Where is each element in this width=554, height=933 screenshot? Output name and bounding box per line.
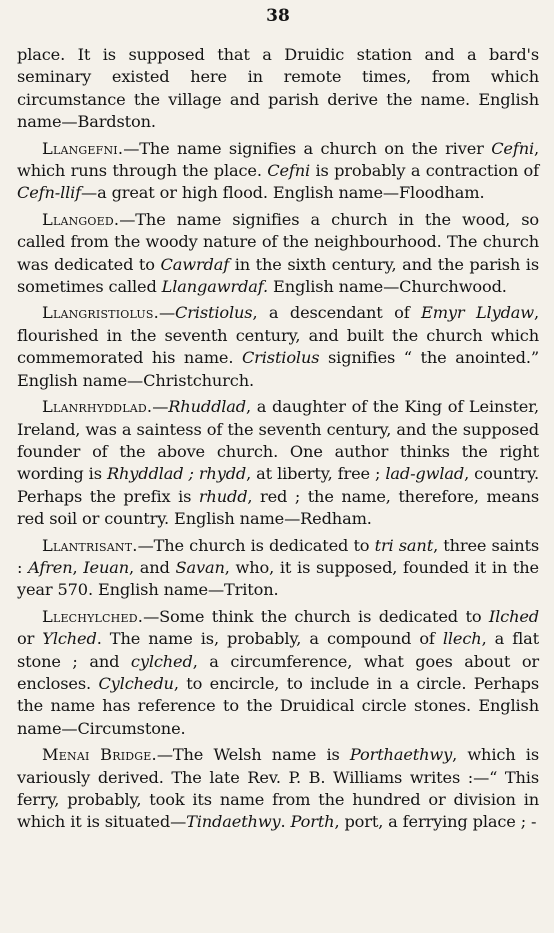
book-page [17, 0, 539, 933]
entry-text: —a great or high flood. English name—Floodham. [81, 183, 485, 203]
entry-text: —The Welsh name is [156, 745, 350, 765]
entry-text: , and [129, 557, 176, 577]
entry-text: —The name signifies a church in the wood, so called from the woody nature of the neighbourhood. The church was dedicated to [17, 209, 539, 274]
place-name-heading: Menai Bridge. [42, 745, 157, 765]
italic-term: cylched [130, 651, 193, 671]
italic-term: Ilched [488, 606, 539, 626]
italic-term: tri sant [374, 535, 434, 555]
place-name-heading: Llangefni. [42, 138, 124, 158]
italic-term: Llangawrdaf. [161, 277, 269, 297]
page-number: 38 [266, 6, 290, 26]
entry-text: —The church is dedicated to [137, 535, 375, 555]
italic-term: Porth [290, 812, 335, 832]
place-name-heading: Llanrhyddlad. [42, 397, 153, 417]
place-name-heading: Llechylched. [42, 606, 144, 626]
italic-term: Rhuddlad [168, 397, 247, 417]
entry-text: , which runs through the place. [17, 138, 539, 181]
place-entry [17, 302, 539, 392]
italic-term: Cefn-llif [17, 183, 82, 203]
italic-term: rhudd [198, 486, 248, 506]
entry-text: , a daughter of the King of Leinster, Ireland, was a saintess of the seventh century, and the supposed founder of the above church. One author thinks the right wording is [17, 397, 539, 484]
place-name-heading: Llantrisant. [42, 535, 138, 555]
entry-text: — [152, 397, 169, 417]
italic-term: Cristiolus [174, 303, 253, 323]
entry-text: —The name signifies a church on the river [123, 138, 492, 158]
italic-term: Cefni [267, 161, 311, 181]
entry-text: in the sixth century, and the parish is sometimes called [17, 254, 539, 297]
entry-text: — [158, 303, 175, 323]
italic-term: Cawrdaf [160, 254, 230, 274]
place-entry [17, 209, 539, 299]
italic-term: Savan [175, 557, 225, 577]
entry-text: , a flat stone ; and [17, 629, 539, 671]
italic-term: Cefni [491, 138, 534, 158]
entry-text: , three saints : [17, 535, 539, 577]
place-entry [17, 535, 539, 602]
entry-text: , who, it is supposed, founded it in the year 570. English name—Triton. [17, 557, 539, 600]
place-entry [17, 744, 539, 834]
entry-text: , country. Perhaps the prefix is [17, 464, 539, 506]
entry-text: English name—Churchwood. [268, 277, 507, 297]
italic-term: Ieuan [83, 557, 129, 577]
entry-text: , port, a ferrying place ; - [334, 812, 537, 832]
italic-term: llech [442, 629, 482, 649]
entry-text: , red ; the name, therefore, means red soil or country. English name—Redham. [17, 486, 540, 529]
italic-term: lad-gwlad [385, 464, 465, 484]
italic-term: Rhyddlad ; rhydd [106, 464, 247, 484]
entry-text: . [280, 812, 291, 832]
entry-text: is probably a contraction of [310, 161, 539, 181]
entry-text: , a circumference, what goes about or encloses. [17, 651, 540, 693]
entry-text: , [72, 557, 84, 577]
entry-text: , a descendant of [252, 303, 422, 323]
entry-text: , which is variously derived. The late Rev. P. B. Williams writes :—“ This ferry, probably, took its name from the hundred or division in which it is situated— [17, 745, 539, 832]
place-entry [17, 138, 539, 205]
place-entry [17, 606, 539, 740]
italic-term: Afren [28, 557, 73, 577]
place-name-heading: Llangoed. [42, 209, 120, 229]
italic-term: Ylched [42, 629, 97, 649]
place-entry [17, 396, 539, 530]
italic-term: Cristiolus [241, 348, 320, 368]
entry-text: . The name is, probably, a compound of [96, 629, 443, 649]
entry-text: , to encircle, to include in a circle. Perhaps the name has reference to the Druidical circle stones. English name—Circumstone. [17, 673, 539, 738]
entry-text: or [17, 629, 43, 649]
italic-term: Cylchedu [98, 673, 174, 693]
italic-term: Porthaethwy [349, 745, 453, 765]
page-body [17, 44, 539, 838]
entry-text: signifies “ the anointed.” English name—Christchurch. [17, 348, 539, 390]
entry-text: , flourished in the seventh century, and built the church which commemorated his name. [17, 303, 539, 368]
italic-term: Tindaethwy [186, 812, 281, 832]
continuation-paragraph: place. It is supposed that a Druidic station and a bard's seminary existed here in remote times, from which circumstance the village and parish derive the name. English name—Bardston. [17, 45, 539, 132]
place-name-heading: Llangristiolus. [42, 303, 159, 323]
entries-list [17, 138, 539, 834]
entry-text: —Some think the church is dedicated to [143, 606, 489, 626]
italic-term: Emyr Llydaw [421, 303, 534, 323]
entry-text: , at liberty, free ; [246, 464, 386, 484]
